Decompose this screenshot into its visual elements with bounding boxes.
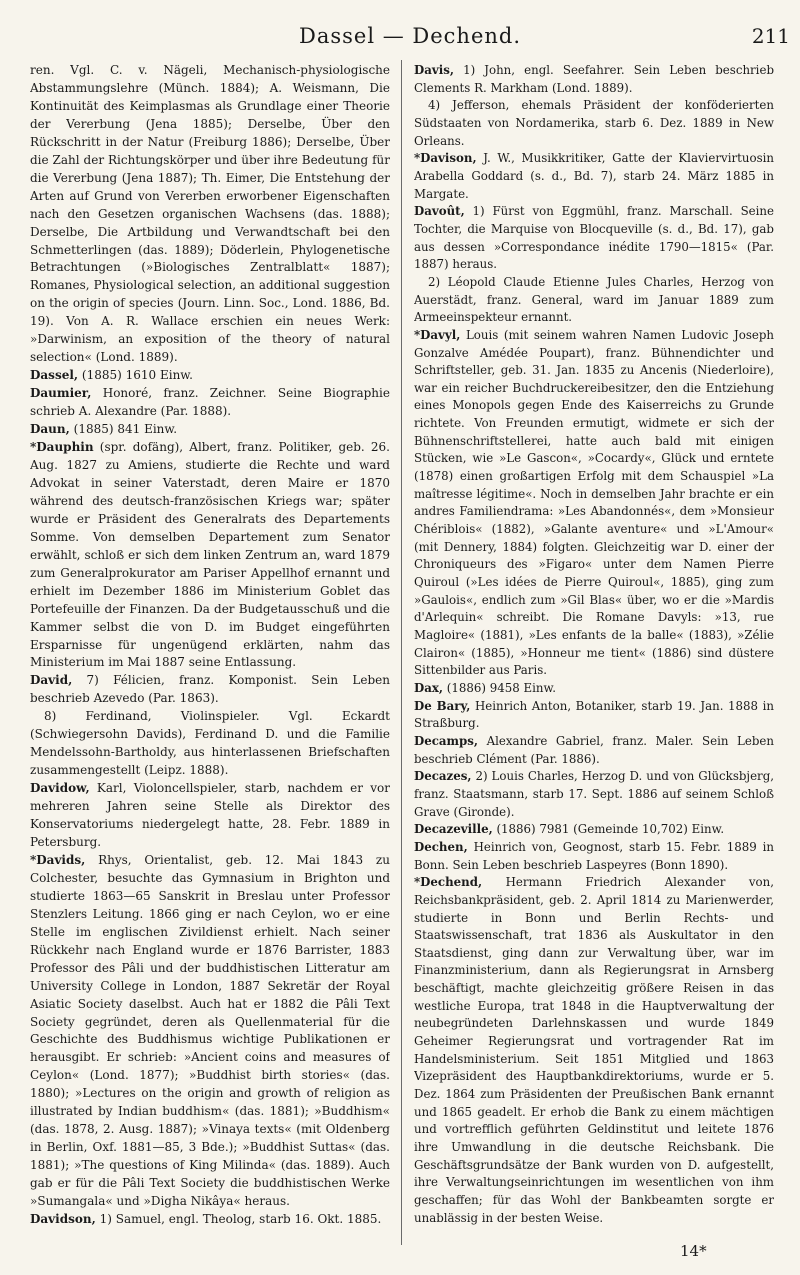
entry-text: (1885) 841 Einw. bbox=[73, 422, 178, 437]
entry-headword: Decamps, bbox=[414, 733, 479, 748]
entry-headword: Dax, bbox=[414, 680, 444, 695]
entry-headword: *Davids, bbox=[30, 852, 86, 867]
dictionary-entry bbox=[414, 698, 774, 733]
entry-headword: Davoût, bbox=[414, 204, 465, 219]
column-divider bbox=[401, 60, 402, 1245]
entry-headword: Davidson, bbox=[30, 1212, 96, 1226]
page-number: 211 bbox=[751, 24, 790, 48]
dictionary-entry bbox=[30, 672, 390, 708]
entry-headword: *Dauphin bbox=[30, 440, 94, 455]
entry-headword: Dechen, bbox=[414, 839, 468, 854]
entry-text: Rhys, Orientalist, geb. 12. Mai 1843 zu Colchester, besuchte das Gymnasium in Brighton und studierte 1863—65 Sanskrit in Breslau unter Professor Stenzlers Leitung. 1866 ging er nach Ceylon, wo er eine Stelle im englischen Zivildienst erhielt. Nach seiner Rückkehr nach England wurde er 1876 Barrister, 1883 Professor des Pâli und der buddhistischen Litteratur am University College in London, 1887 Sekretär der Royal Asiatic Society daselbst. Auch hat er 1882 die Pâli Text Society gegründet, deren als Quellenmaterial für die Geschichte des Buddhismus wichtige Publikationen er herausgibt. Er schrieb: »Ancient coins and measures of Ceylon« (Lond. 1877); »Buddhist birth stories« (das. 1880); »Lectures on the origin and growth of religion as illustrated by Indian buddhism« (das. 1881); »Buddhism« (das. 1878, 2. Ausg. 1887); »Vinaya texts« (mit Oldenberg in Berlin, Oxf. 1881—85, 3 Bde.); »Buddhist Suttas« (das. 1881); »The questions of King Milinda« (das. 1889). Auch gab er für die Pâli Text Society die buddhistischen Werke »Sumangala« und »Digha Nikâya« heraus. bbox=[30, 852, 390, 1209]
dictionary-entry bbox=[30, 780, 390, 852]
entry-headword: Dassel, bbox=[30, 368, 79, 383]
dictionary-entry bbox=[30, 385, 390, 421]
entry-text: (1886) 9458 Einw. bbox=[446, 680, 556, 695]
dictionary-entry bbox=[30, 439, 390, 672]
entry-text: (1885) 1610 Einw. bbox=[81, 368, 193, 383]
entry-headword: David, bbox=[30, 673, 73, 688]
dictionary-entry bbox=[30, 421, 390, 439]
entry-text: Heinrich von, Geognost, starb 15. Febr. 1889 in Bonn. Sein Leben beschrieb Laspeyres (Bonn 1890). bbox=[414, 839, 774, 872]
dictionary-entry bbox=[414, 821, 774, 839]
dictionary-entry bbox=[414, 874, 774, 1227]
entry-headword: Davidow, bbox=[30, 781, 90, 796]
left-column bbox=[30, 62, 390, 1242]
entry-headword: *Davison, bbox=[414, 151, 477, 166]
entry-headword: Davis, bbox=[414, 63, 454, 77]
page-header bbox=[30, 24, 790, 54]
entry-text: J. W., Musikkritiker, Gatte der Klaviervirtuosin Arabella Goddard (s. d., Bd. 7), starb 24. März 1885 in Margate. bbox=[414, 151, 774, 201]
dictionary-entry bbox=[30, 367, 390, 385]
entry-text: ren. Vgl. C. v. Nägeli, Mechanisch-physiologische Abstammungslehre (Münch. 1884); A. Weismann, Die Kontinuität des Keimplasmas als Grundlage einer Theorie der Vererbung (Jena 1885); Derselbe, Über den Rückschritt in der Natur (Freiburg 1886); Derselbe, Über die Zahl der Richtungskörper und über ihre Bedeutung für die Vererbung (Jena 1887); Th. Eimer, Die Entstehung der Arten auf Grund von Vererben erworbener Eigenschaften nach den Gesetzen organischen Wachsens (das. 1888); Derselbe, Die Artbildung und Verwandtschaft bei den Schmetterlingen (das. 1889); Döderlein, Phylogenetische Betrachtungen (»Biologisches Zentralblatt« 1887); Romanes, Physiological selection, an additional suggestion on the origin of species (Journ. Linn. Soc., Lond. 1886, Bd. 19). Von A. R. Wallace erschien ein neues Werk: »Darwinism, an exposition of the theory of natural selection« (Lond. 1889). bbox=[30, 63, 390, 365]
entry-headword: *Dechend, bbox=[414, 875, 483, 890]
entry-text: 1) John, engl. Seefahrer. Sein Leben beschrieb Clements R. Markham (Lond. 1889). bbox=[414, 63, 774, 95]
entry-headword: De Bary, bbox=[414, 698, 471, 713]
dictionary-entry bbox=[414, 62, 774, 97]
entry-headword: Decazes, bbox=[414, 769, 472, 784]
dictionary-entry bbox=[414, 150, 774, 203]
entry-text: Louis (mit seinem wahren Namen Ludovic Joseph Gonzalve Amédée Poupart), franz. Bühnendichter und Schriftsteller, geb. 31. Jan. 1835 zu Ancenis (Niederloire), war ein reicher Buchdruckereibesitzer, den die Entziehung eines Monopols gegen Ende des Kaiserreichs zu Grunde richtete. Von Freunden ermutigt, widmete er sich der Bühnenschriftstellerei, hatte auch bald mit einigen Stücken, wie »Le Gascon«, »Cocardy«, Glück und erntete (1878) einen großartigen Erfolg mit dem Schauspiel »La maîtresse légitime«. Noch in demselben Jahr brachte er ein andres Familiendrama: »Les Abandonnés«, dem »Monsieur Chériblois« (1882), »Galante aventure« und »L'Amour« (mit Dennery, 1884) folgten. Gleichzeitig war D. einer der Chroniqueurs des »Figaro« unter dem Namen Pierre Quiroul (»Les idées de Pierre Quiroul«, 1885), ging zum »Gaulois«, endlich zum »Gil Blas« über, wo er die »Mardis d'Arlequin« schreibt. Die Romane Davyls: »13, rue Magloire« (1881), »Les enfants de la balle« (1883), »Zélie Clairon« (1885), »Honneur me tient« (1886) sind düstere Sittenbilder aus Paris. bbox=[414, 327, 774, 678]
running-title: Dassel — Dechend. bbox=[298, 24, 522, 48]
dictionary-entry bbox=[414, 839, 774, 874]
entry-text: (1886) 7981 (Gemeinde 10,702) Einw. bbox=[496, 822, 725, 837]
entry-text: 2) Louis Charles, Herzog D. und von Glücksbjerg, franz. Staatsmann, starb 17. Sept. 1886 auf seinem Schloß Grave (Gironde). bbox=[414, 769, 774, 819]
entry-text: Alexandre Gabriel, franz. Maler. Sein Leben beschrieb Clément (Par. 1886). bbox=[414, 733, 774, 766]
entry-headword: Decazeville, bbox=[414, 822, 493, 837]
entry-text: Hermann Friedrich Alexander von, Reichsbankpräsident, geb. 2. April 1814 zu Marienwerder, studierte in Bonn und Berlin Rechts- und Staatswissenschaft, trat 1836 als Auskultator in den Staatsdienst, ging dann zur Verwaltung über, war im Finanzministerium, dann als Regierungsrat in Arnsberg beschäftigt, machte gleichzeitig größere Reisen in das westliche Europa, trat 1848 in die Hauptverwaltung der neubegründeten Darlehnskassen und wurde 1849 Geheimer Regierungsrat und vortragender Rat im Handelsministerium. Seit 1851 Mitglied und 1863 Vizepräsident des Hauptbankdirektoriums, wurde er 5. Dez. 1864 zum Präsidenten der Preußischen Bank ernannt und 1865 geadelt. Er erhob die Bank zu einem mächtigen und vortrefflich geführten Geldinstitut und leitete 1876 ihre Umwandlung in die deutsche Reichsbank. Die Geschäftsgrundsätze der Bank wurden von D. aufgestellt, ihre Verwaltungseinrichtungen im wesentlichen von ihm geschaffen; für das Wohl der Bankbeamten sorgte er unablässig in der besten Weise. bbox=[414, 875, 774, 1225]
entry-text: 1) Samuel, engl. Theolog, starb 16. Okt. 1885. bbox=[99, 1212, 382, 1226]
entry-headword: Daun, bbox=[30, 422, 70, 437]
dictionary-entry bbox=[414, 274, 774, 327]
dictionary-entry bbox=[414, 327, 774, 680]
entry-text: 7) Félicien, franz. Komponist. Sein Leben beschrieb Azevedo (Par. 1863). bbox=[30, 673, 390, 706]
dictionary-entry bbox=[30, 62, 390, 367]
entry-text: Honoré, franz. Zeichner. Seine Biographie schrieb A. Alexandre (Par. 1888). bbox=[30, 386, 390, 419]
entry-text: 2) Léopold Claude Etienne Jules Charles, Herzog von Auerstädt, franz. General, ward im Januar 1889 zum Armeeinspekteur ernannt. bbox=[414, 274, 774, 325]
printer-signature: 14* bbox=[680, 1242, 707, 1260]
entry-text: 8) Ferdinand, Violinspieler. Vgl. Eckardt (Schwiegersohn Davids), Ferdinand D. und die Familie Mendelssohn-Bartholdy, aus hinterlassenen Briefschaften zusammengestellt (Leipz. 1888). bbox=[30, 709, 390, 778]
right-column bbox=[414, 62, 774, 1242]
entry-text: Heinrich Anton, Botaniker, starb 19. Jan. 1888 in Straßburg. bbox=[414, 698, 774, 731]
dictionary-entry bbox=[30, 852, 390, 1211]
entry-headword: Daumier, bbox=[30, 386, 92, 401]
dictionary-entry bbox=[414, 203, 774, 274]
dictionary-entry bbox=[414, 680, 774, 698]
entry-text: 4) Jefferson, ehemals Präsident der konföderierten Südstaaten von Nordamerika, starb 6. Dez. 1889 in New Orleans. bbox=[414, 98, 774, 148]
entry-headword: *Davyl, bbox=[414, 327, 461, 342]
dictionary-entry bbox=[414, 97, 774, 150]
dictionary-entry bbox=[414, 733, 774, 768]
entry-text: 1) Fürst von Eggmühl, franz. Marschall. Seine Tochter, die Marquise von Blocqueville (s. d., Bd. 17), gab aus dessen »Correspondance inédite 1790—1815« (Par. 1887) heraus. bbox=[414, 204, 774, 272]
entry-text: (spr. dofäng), Albert, franz. Politiker, geb. 26. Aug. 1827 zu Amiens, studierte die Rechte und ward Advokat in seiner Vaterstadt, deren Maire er 1870 während des deutsch-französischen Kriegs war; später wurde er Präsident des Generalrats des Departements Somme. Von demselben Departement zum Senator erwählt, schloß er sich dem linken Zentrum an, ward 1879 zum Generalprokurator am Pariser Appellhof ernannt und erhielt im Dezember 1886 im Ministerium Goblet das Portefeuille der Finanzen. Da der Budgetausschuß und die Kammer selbst die von D. im Budget eingeführten Ersparnisse für ungenügend erklärten, nahm das Ministerium im Mai 1887 seine Entlassung. bbox=[30, 440, 390, 670]
dictionary-entry bbox=[30, 708, 390, 780]
dictionary-entry bbox=[30, 1211, 390, 1229]
dictionary-entry bbox=[414, 768, 774, 821]
entry-text: Karl, Violoncellspieler, starb, nachdem er vor mehreren Jahren seine Stelle als Direktor des Konservatoriums niedergelegt hatte, 28. Febr. 1889 in Petersburg. bbox=[30, 781, 390, 849]
